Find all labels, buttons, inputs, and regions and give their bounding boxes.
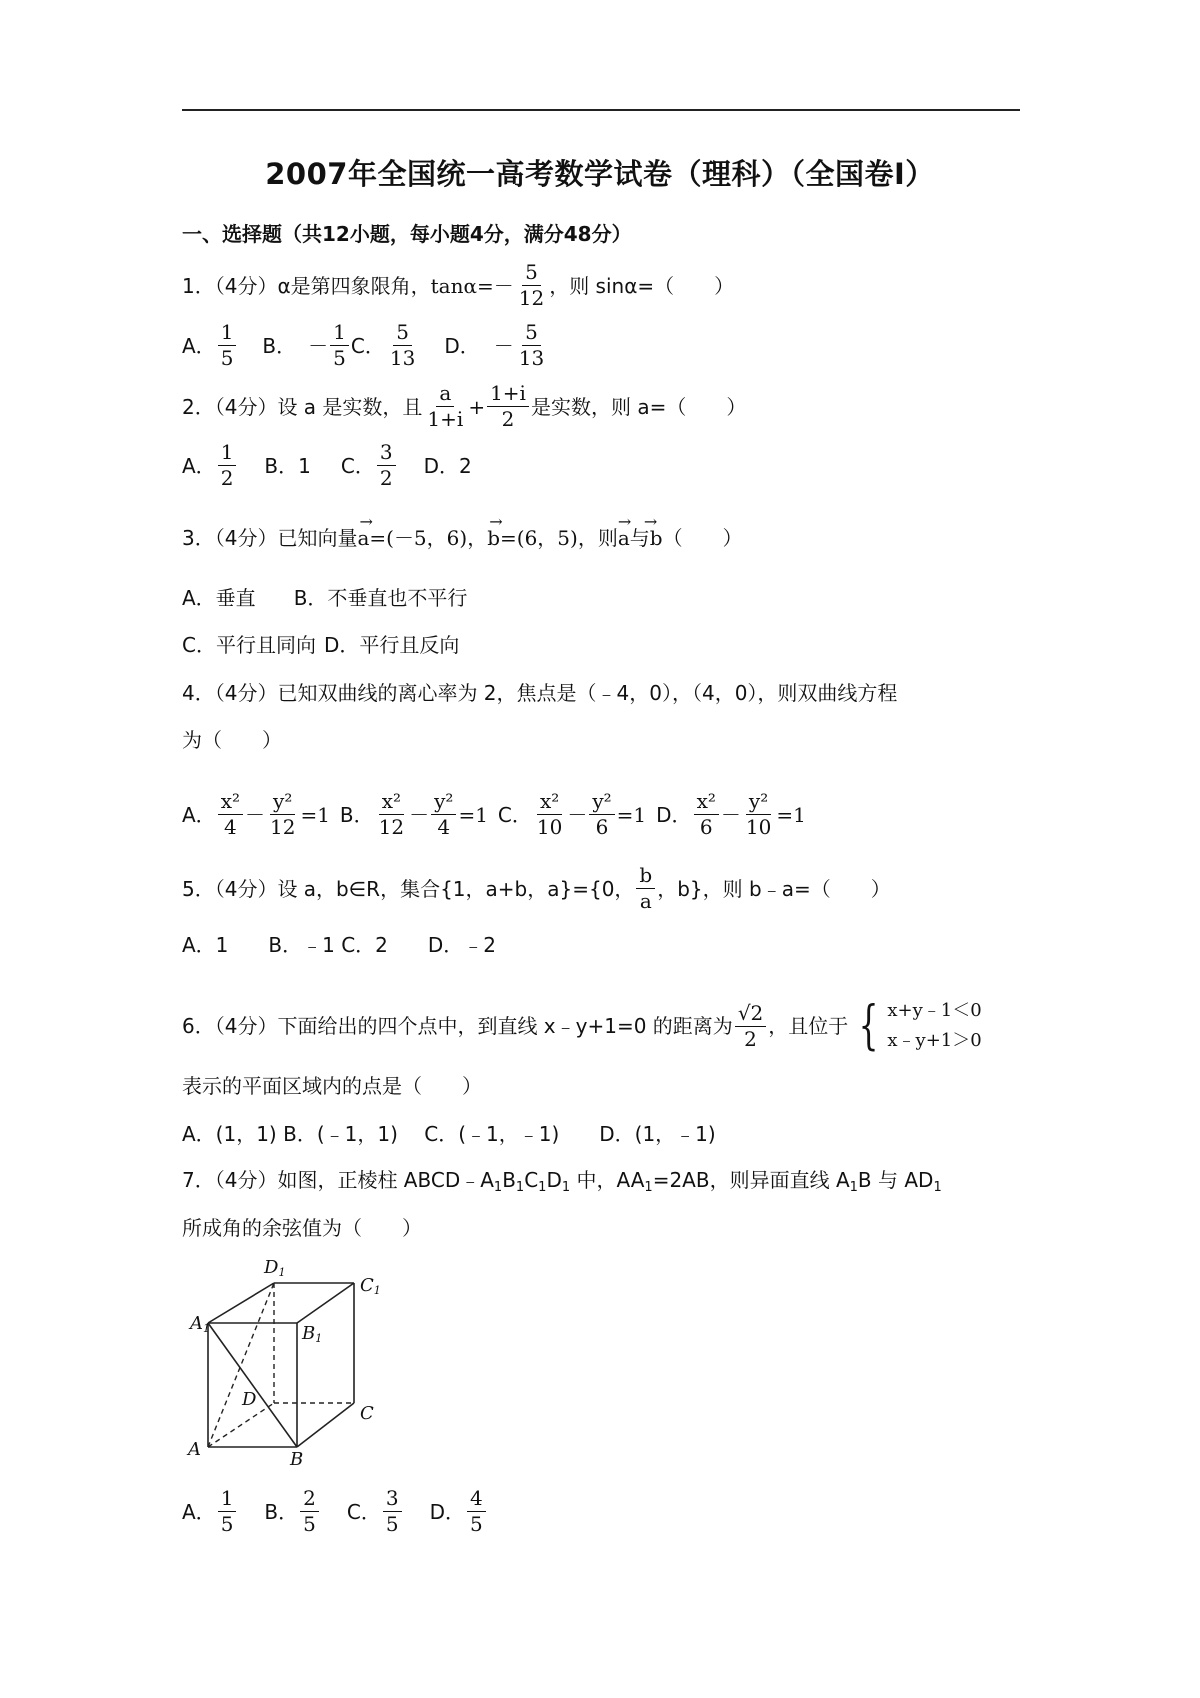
section-heading: 一、选择题（共12小题，每小题4分，满分48分） [182, 222, 632, 246]
q7-line-1: 7．（4分）如图，正棱柱 $ABCD﹣A_1B_1C_1D_1$ 中，$AA_1=2AB$，则异面直线 $A_1B$ 与 $AD_1$ [182, 1168, 942, 1195]
q4-line-1: 4．（4分）已知双曲线的离心率为 2，焦点是（﹣4，0），（4，0），则双曲线方程 [182, 681, 898, 705]
q4-option-a: A． $\frac{\text{x²}}{4}$ － $\frac{\text{y²}}{12}$ =1 [182, 789, 330, 839]
q6-inequality-system: { x+y﹣1＜0 x﹣y+1＞0 [858, 996, 982, 1056]
question-3 [182, 512, 743, 550]
q5-fraction: $\frac{b}{a}$ [636, 865, 655, 912]
q4-options [182, 791, 806, 838]
q7-option-a: A． $\frac{1}{5}$ [182, 1488, 238, 1535]
q1-option-d: D． － $\frac{5}{13}$ [444, 320, 545, 370]
prism-figure [182, 1255, 392, 1465]
label-a: A [188, 1439, 201, 1460]
q1-tan-num: 5 [522, 262, 541, 286]
q7-option-c: C． $\frac{3}{5}$ [347, 1488, 404, 1535]
header-rule [182, 109, 1020, 111]
q2-options [182, 442, 472, 489]
q1-tan-den: 12 [518, 286, 545, 310]
q2-option-c: C． $\frac{3}{2}$ [341, 442, 398, 489]
question-2 [182, 383, 746, 430]
q1-tan: tanα=－ [430, 273, 514, 298]
q5-stem: 5．（4分）设 a，b∈R，集合{1，a+b，a}={0， [182, 876, 635, 901]
q6-ineq-2: x﹣y+1＞0 [887, 1030, 982, 1051]
q4-line-2: 为（ ） [182, 728, 282, 752]
vector-arrow-icon: → [617, 512, 632, 531]
q4-option-c: C． $\frac{\text{x²}}{10}$ － $\frac{\text{y²}}{6}$ =1 [497, 789, 647, 839]
q1-option-c: C． $\frac{5}{13}$ [350, 320, 416, 370]
q2-option-d: D．2 [423, 453, 472, 478]
q4-option-b: B． $\frac{\text{x²}}{12}$ － $\frac{\text{y²}}{4}$ =1 [339, 789, 488, 839]
q3-option-c: C．平行且同向 [182, 633, 316, 657]
page-title: 2007年全国统一高考数学试卷（理科）（全国卷Ⅰ） [265, 157, 935, 191]
q6-mid: ，且位于 [768, 1014, 849, 1038]
q1-tail: ，则 sinα=（ ） [549, 273, 735, 298]
label-c: C [360, 1403, 374, 1424]
q3-options-row1 [182, 588, 467, 608]
q2-plus: + [468, 394, 486, 419]
vector-arrow-icon: → [643, 512, 658, 531]
q6-options: A．(1，1) B．(﹣1，1) C．(﹣1，﹣1) D．(1，﹣1) [182, 1122, 716, 1146]
q3-vector-a: → a=(－5，6) [357, 512, 468, 550]
q2-fraction-2: $\frac{1+i}{2}$ [487, 383, 529, 430]
q7-option-d: D． $\frac{4}{5}$ [430, 1488, 488, 1535]
q6-fraction: $\frac{√2}{2}$ [735, 1003, 766, 1050]
q6-stem: 6．（4分）下面给出的四个点中，到直线 x﹣y+1=0 的距离为 [182, 1014, 733, 1038]
q3-option-b: B．不垂直也不平行 [293, 586, 468, 610]
q2-stem: 2．（4分）设 a 是实数，且 [182, 394, 423, 419]
q1-stem: 1．（4分）α是第四象限角， [182, 273, 431, 298]
q3-relation: → → a与b [617, 512, 663, 550]
question-6 [182, 996, 982, 1056]
q3-sep: ， [467, 526, 488, 550]
q4-option-d: D． $\frac{\text{x²}}{6}$ － $\frac{\text{y²}}{10}$ =1 [656, 789, 806, 839]
q3-options-row2 [182, 635, 459, 655]
q3-stem: 3．（4分）已知向量 [182, 526, 358, 550]
label-d1: D1 [264, 1257, 286, 1279]
q3-option-a: A．垂直 [182, 586, 256, 610]
q7-option-b: B． $\frac{2}{5}$ [264, 1488, 320, 1535]
label-c1: C1 [360, 1275, 381, 1297]
q2-fraction-1: $\frac{a}{1+i}$ [427, 381, 464, 431]
q7-options [182, 1488, 488, 1535]
q1-option-a: A． $\frac{1}{5}$ [182, 322, 238, 369]
q2-option-a: A． $\frac{1}{2}$ [182, 442, 238, 489]
q1-options [182, 322, 549, 369]
q3-end: （ ） [662, 526, 743, 550]
q6-ineq-1: x+y﹣1＜0 [887, 1000, 982, 1021]
label-b1: B1 [302, 1323, 323, 1345]
vector-arrow-icon: → [489, 512, 503, 531]
q7-line-2: 所成角的余弦值为（ ） [182, 1216, 422, 1240]
q1-option-b: B． － $\frac{1}{5}$ [262, 322, 350, 369]
vector-arrow-icon: → [359, 512, 373, 531]
q6-line-2: 表示的平面区域内的点是（ ） [182, 1074, 482, 1098]
q3-tail: ，则 [577, 526, 618, 550]
q1-tan-fraction [516, 262, 547, 309]
q5-tail: ，b}，则 b﹣a=（ ） [657, 876, 891, 901]
q2-option-b: B．1 [264, 453, 311, 478]
question-1 [182, 262, 734, 309]
label-a1: A1 [190, 1313, 210, 1335]
label-b: B [290, 1449, 304, 1465]
q2-tail: 是实数，则 a=（ ） [530, 394, 747, 419]
q3-option-d: D．平行且反向 [323, 633, 460, 657]
label-d: D [242, 1389, 257, 1410]
q5-options: A．1 B．﹣1 C．2 D．﹣2 [182, 933, 497, 957]
question-5 [182, 865, 891, 912]
q3-vector-b: → b=(6，5) [487, 512, 578, 550]
